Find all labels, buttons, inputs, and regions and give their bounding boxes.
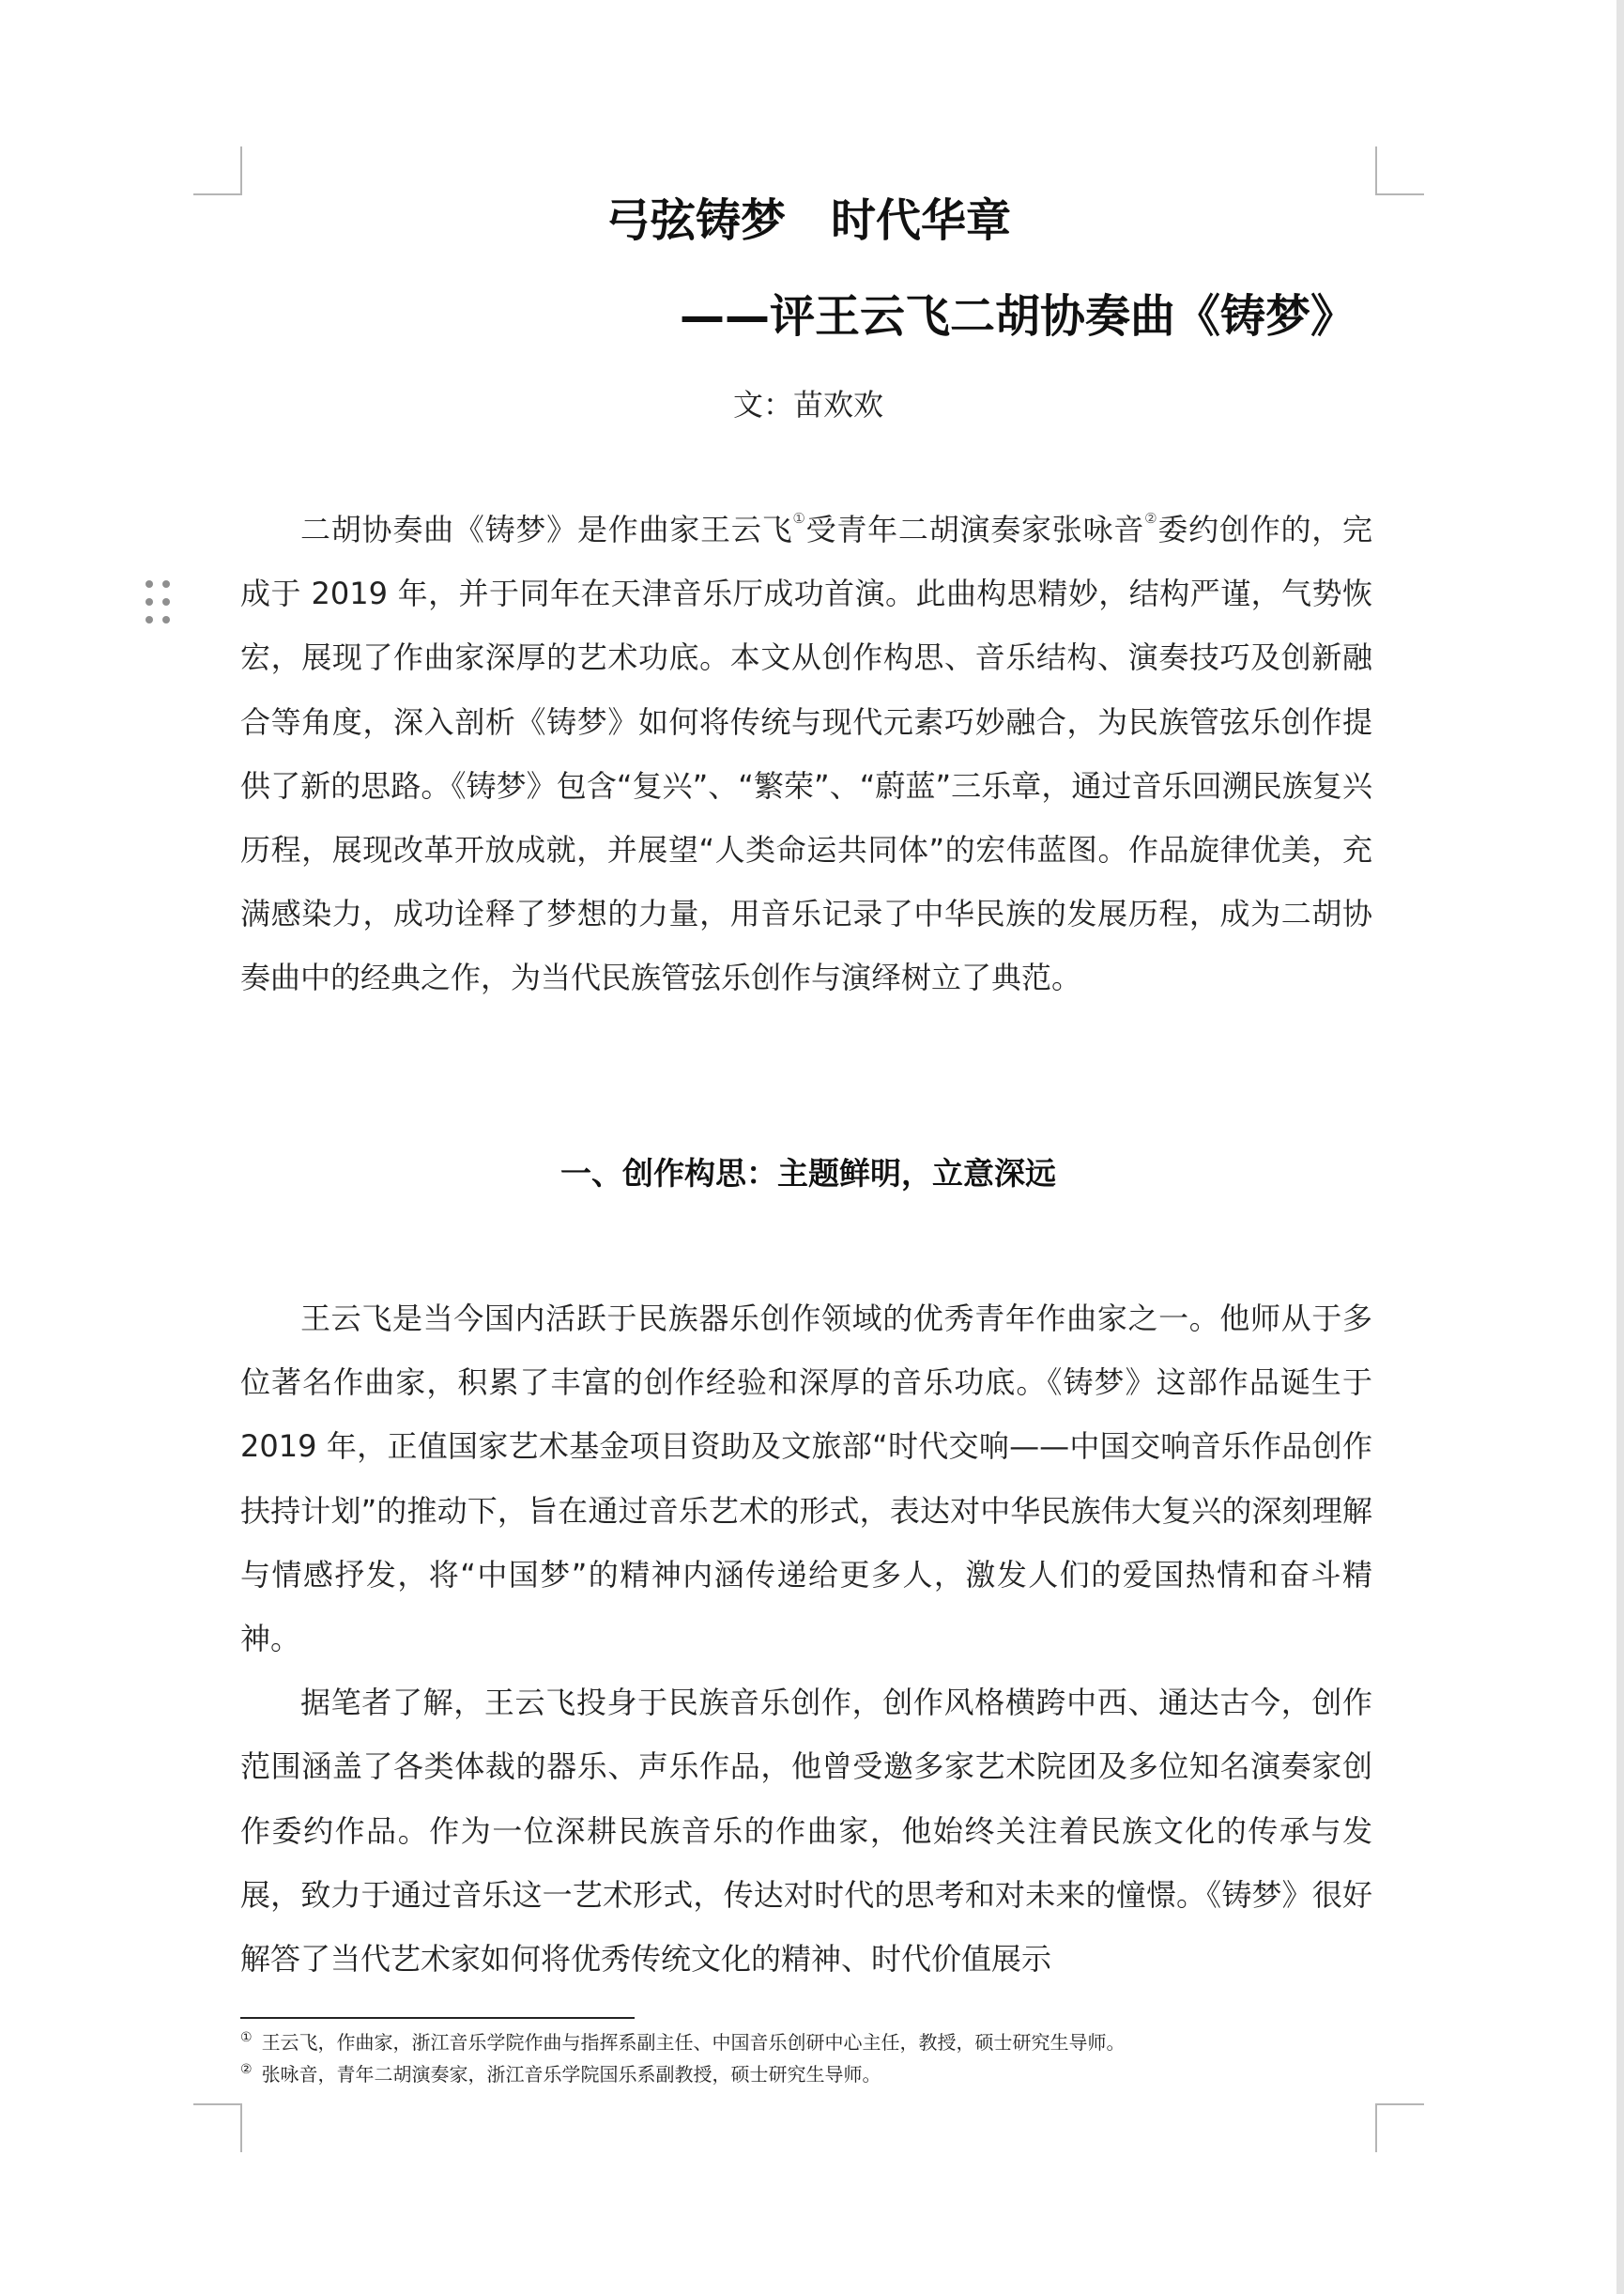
scrollbar-track[interactable]	[1616, 0, 1624, 2294]
footnote-ref-1[interactable]: ①	[792, 510, 806, 527]
intro-section	[240, 498, 1372, 1010]
footnote-1	[240, 2026, 1386, 2058]
section-body	[240, 1286, 1372, 1991]
intro-paragraph[interactable]	[240, 498, 1372, 1010]
crop-mark-bottom-left	[193, 2103, 242, 2152]
section-paragraph-1[interactable]: 王云飞是当今国内活跃于民族器乐创作领域的优秀青年作曲家之一。他师从于多位著名作曲家，积累了丰富的创作经验和深厚的音乐功底。《铸梦》这部作品诞生于 2019 年，正值国家艺术基金项目资助及文旅部“时代交响——中国交响音乐作品创作扶持计划”的推动下，旨在通过音乐艺术的形式，表达对中华民族伟大复兴的深刻理解与情感抒发，将“中国梦”的精神内涵传递给更多人，激发人们的爱国热情和奋斗精神。	[240, 1301, 1372, 1657]
footnote-text: 张咏音，青年二胡演奏家，浙江音乐学院国乐系副教授，硕士研究生导师。	[261, 2063, 881, 2086]
footnote-ref-2[interactable]: ②	[1144, 510, 1158, 527]
section-paragraph-2[interactable]: 据笔者了解，王云飞投身于民族音乐创作，创作风格横跨中西、通达古今，创作范围涵盖了各类体裁的器乐、声乐作品，他曾受邀多家艺术院团及多位知名演奏家创作委约作品。作为一位深耕民族音乐的作曲家，他始终关注着民族文化的传承与发展，致力于通过音乐这一艺术形式，传达对时代的思考和对未来的憧憬。《铸梦》很好解答了当代艺术家如何将优秀传统文化的精神、时代价值展示	[240, 1685, 1372, 1978]
footnote-mark: ②	[240, 2062, 253, 2077]
document-subtitle: ——评王云飞二胡协奏曲《铸梦》	[679, 290, 1356, 343]
footnote-text: 王云飞，作曲家，浙江音乐学院作曲与指挥系副主任、中国音乐创研中心主任，教授，硕士研究生导师。	[261, 2031, 1126, 2054]
author-line: 文：苗欢欢	[732, 387, 883, 423]
footnote-2	[240, 2058, 1386, 2090]
section-heading: 一、创作构思：主题鲜明，立意深远	[560, 1155, 1056, 1192]
footnote-separator	[240, 2017, 635, 2019]
paragraph-drag-handle-icon[interactable]	[146, 580, 172, 625]
intro-text-1: 二胡协奏曲《铸梦》是作曲家王云飞	[300, 512, 793, 547]
intro-text-2: 受青年二胡演奏家张咏音	[805, 512, 1145, 547]
footnotes	[240, 2026, 1386, 2090]
intro-text-3: 委约创作的，完成于 2019 年，并于同年在天津音乐厅成功首演。此曲构思精妙，结构严谨，气势恢宏，展现了作曲家深厚的艺术功底。本文从创作构思、音乐结构、演奏技巧及创新融合等角度，深入剖析《铸梦》如何将传统与现代元素巧妙融合，为民族管弦乐创作提供了新的思路。《铸梦》包含“复兴”、“繁荣”、“蔚蓝”三乐章，通过音乐回溯民族复兴历程，展现改革开放成就，并展望“人类命运共同体”的宏伟蓝图。作品旋律优美，充满感染力，成功诠释了梦想的力量，用音乐记录了中华民族的发展历程，成为二胡协奏曲中的经典之作，为当代民族管弦乐创作与演绎树立了典范。	[240, 512, 1372, 996]
crop-mark-bottom-right	[1375, 2103, 1424, 2152]
footnote-mark: ①	[240, 2030, 253, 2045]
document-title: 弓弦铸梦 时代华章	[605, 194, 1011, 247]
